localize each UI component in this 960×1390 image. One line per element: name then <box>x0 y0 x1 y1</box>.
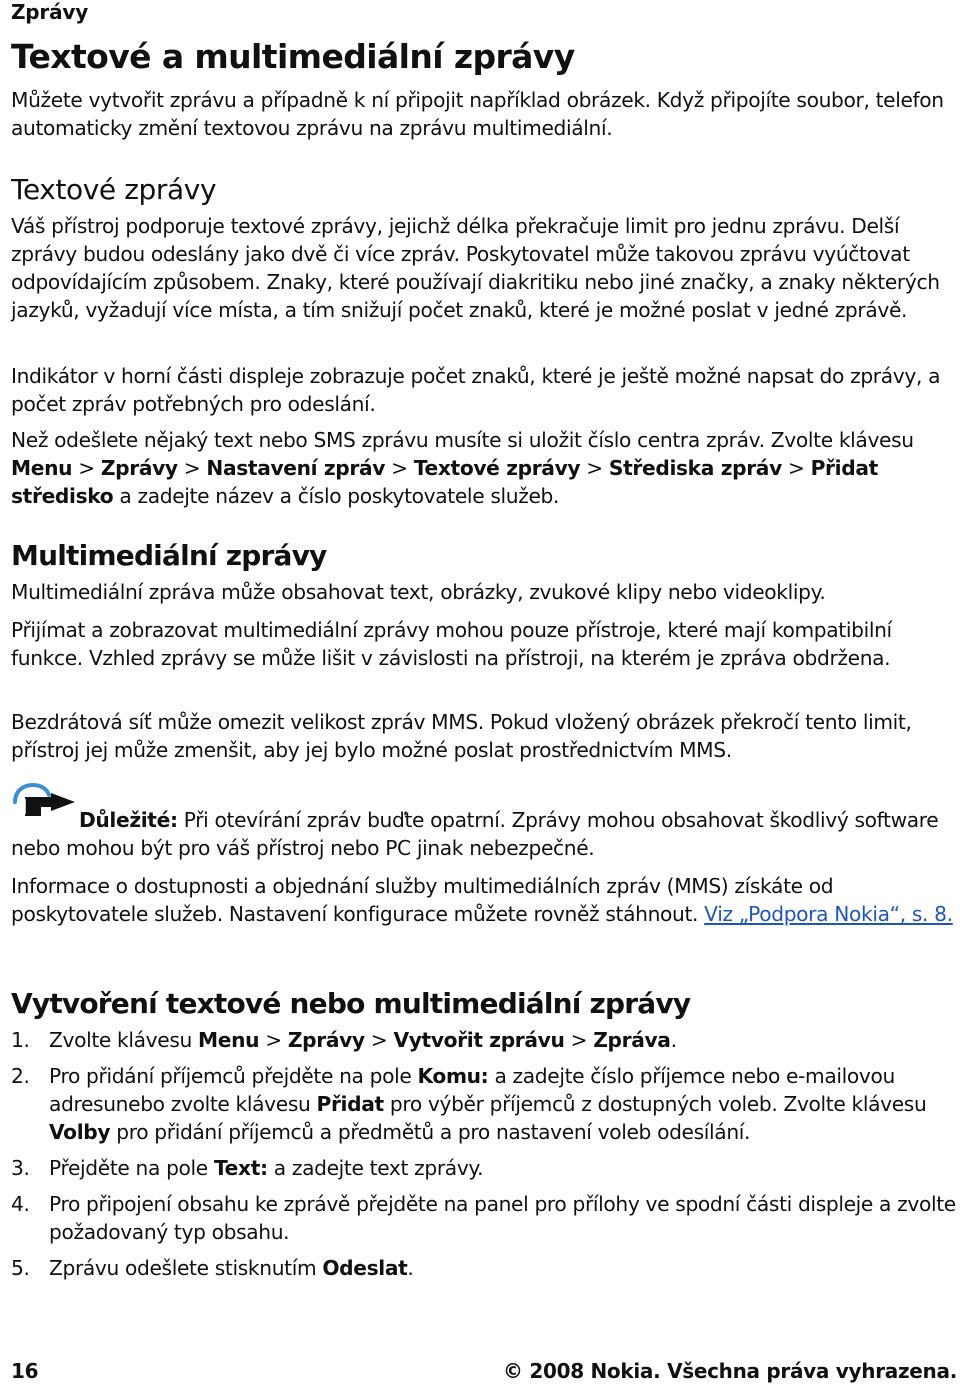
list-item: 3. Přejděte na pole Text: a zadejte text zprávy. <box>11 1156 484 1180</box>
mms-paragraph-1: Multimediální zpráva může obsahovat text, obrázky, zvukové klipy nebo videoklipy. <box>11 580 826 604</box>
menu-path-menu: Menu <box>11 456 73 480</box>
text-messages-paragraph-1: Váš přístroj podporuje textové zprávy, jejichž délka překračuje limit pro jednu zprávu. Delší zprávy budou odeslány jako dvě či více zpráv. Poskytovatel může takovou zprávu vyúčtovat odpovídajícím způsobem. Znaky, které používají diakritiku nebo jiné značky, a znaky některých jazyků, vyžadují více místa, a tím snižují počet znaků, které je možné poslat v jedné zprávě. <box>11 214 940 322</box>
text-messages-paragraph-2: Indikátor v horní části displeje zobrazuje počet znaků, které je ještě možné napsat do zprávy, a počet zpráv potřebných pro odeslání. <box>11 364 941 416</box>
important-label: Důležité: <box>79 808 178 832</box>
section-heading-create-message: Vytvoření textové nebo multimediální zprávy <box>11 987 691 1020</box>
running-head: Zprávy <box>11 0 89 24</box>
list-item: 2. Pro přidání příjemců přejděte na pole Komu: a zadejte číslo příjemce nebo e-mailovou adresunebo zvolte klávesu Přidat pro výběr příjemců z dostupných voleb. Zvolte klávesu Volby pro přidání příjemců a předmětů a pro nastavení voleb odesílání. <box>11 1064 927 1144</box>
mms-paragraph-4: Informace o dostupnosti a objednání služby multimediálních zpráv (MMS) získáte od poskytovatele služeb. Nastavení konfigurace můžete rovněž stáhnout. Viz „Podpora Nokia“, s. 8. <box>11 874 953 926</box>
menu-path-add-centre: Přidat středisko <box>11 456 878 508</box>
text-messages-paragraph-3: Než odešlete nějaký text nebo SMS zprávu musíte si uložit číslo centra zpráv. Zvolte klávesu Menu > Zprávy > Nastavení zpráv > Textové zprávy > Střediska zpráv > Přidat středisko a zadejte název a číslo poskytovatele služeb. <box>11 428 914 508</box>
copyright: © 2008 Nokia. Všechna práva vyhrazena. <box>502 1359 957 1383</box>
menu-path-settings: Nastavení zpráv <box>206 456 386 480</box>
mms-paragraph-2: Přijímat a zobrazovat multimediální zprávy mohou pouze přístroje, které mají kompatibilní funkce. Vzhled zprávy se může lišit v závislosti na přístroji, na kterém je zpráva obdržena. <box>11 618 892 670</box>
section-heading-mms: Multimediální zprávy <box>11 539 327 572</box>
page-title: Textové a multimediální zprávy <box>11 37 575 76</box>
create-message-steps <box>11 1026 960 1290</box>
mms-paragraph-3: Bezdrátová síť může omezit velikost zpráv MMS. Pokud vložený obrázek překročí tento limit, přístroj jej může zmenšit, aby jej bylo možné poslat prostřednictvím MMS. <box>11 710 912 762</box>
important-note: Důležité: Při otevírání zpráv buďte opatrní. Zprávy mohou obsahovat škodlivý software nebo mohou být pro váš přístroj nebo PC jinak nebezpečné. <box>11 808 939 860</box>
section-heading-text-messages: Textové zprávy <box>11 173 217 206</box>
menu-path-text-messages: Textové zprávy <box>413 456 581 480</box>
list-item: 5. Zprávu odešlete stisknutím Odeslat. <box>11 1256 414 1280</box>
list-item: 4. Pro připojení obsahu ke zprávě přejděte na panel pro přílohy ve spodní části displeje a zvolte požadovaný typ obsahu. <box>11 1192 956 1244</box>
support-link[interactable]: Viz „Podpora Nokia“, s. 8. <box>704 902 953 926</box>
menu-path-messages: Zprávy <box>100 456 178 480</box>
list-item: 1. Zvolte klávesu Menu > Zprávy > Vytvořit zprávu > Zpráva. <box>11 1028 677 1052</box>
intro-paragraph: Můžete vytvořit zprávu a případně k ní připojit například obrázek. Když připojíte soubor, telefon automaticky změní textovou zprávu na zprávu multimediální. <box>11 88 944 140</box>
menu-path-centres: Střediska zpráv <box>608 456 782 480</box>
page-number: 16 <box>11 1359 39 1383</box>
